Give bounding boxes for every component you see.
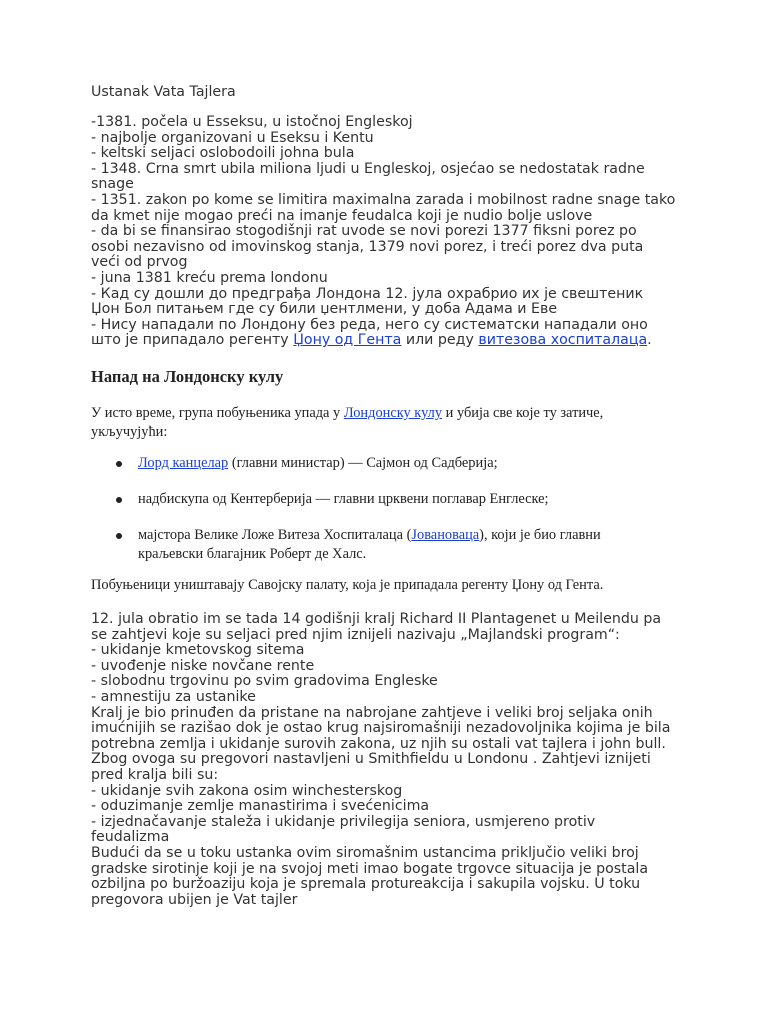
text-line: osobi nezavisno od imovinskog stanja, 1379 novi porez, i treći porez dva puta xyxy=(91,238,644,255)
text-line: - izjednačavanje staleža i ukidanje privilegija seniora, usmjereno protiv xyxy=(91,813,596,830)
text-line: 12. jula obratio im se tada 14 godišnji kralj Richard II Plantagenet u Meilendu pa xyxy=(91,611,662,627)
text-line: - keltski seljaci oslobodoili johna bula xyxy=(91,145,355,162)
text-line: -1381. počela u Esseksu, u istočnoj Engleskoj xyxy=(91,114,413,130)
bullet-list-item xyxy=(116,454,676,473)
text-line: se zahtjevi koje su seljaci pred njim iznijeli nazivaju „Majlandski program“: xyxy=(91,626,620,643)
text-line: Zbog ovoga su pregovori nastavljeni u Smithfieldu u Londonu . Zahtjevi iznijeti xyxy=(91,751,651,768)
bullet-list-item xyxy=(116,490,676,509)
text-line: Kralj je bio prinuđen da pristane na nabrojane zahtjeve i veliki broj seljaka onih xyxy=(91,704,653,721)
text-line: snage xyxy=(91,176,134,193)
link-hospitallers[interactable]: Јовановаца xyxy=(411,527,480,543)
text-line: Џон Бол питањем где су били џентлмени, у доба Адама и Еве xyxy=(91,301,558,318)
list-item: надбискупа од Кентерберија — главни црквени поглавар Енглеске; xyxy=(116,490,676,509)
bullet-icon xyxy=(116,533,122,539)
text-line: - 1348. Crna smrt ubila miliona ljudi u Engleskoj, osjećao se nedostatak radne xyxy=(91,160,645,177)
list-item: мајстора Велике Ложе Витеза Хоспиталаца (Јовановаца), који је био главни краљевски благајник Роберт де Халс. xyxy=(116,526,676,564)
text-line: - juna 1381 kreću prema londonu xyxy=(91,269,328,286)
link-tower-of-london[interactable]: Лондонску кулу xyxy=(343,405,443,421)
text-line: - amnestiju za ustanike xyxy=(91,688,256,705)
intro-list xyxy=(91,115,691,349)
text-line: pregovora ubijen je Vat tajler xyxy=(91,891,298,908)
link-john-of-gaunt[interactable]: Џону од Гента xyxy=(293,332,402,349)
link-knights-hospitaller[interactable]: витезова хоспиталаца xyxy=(478,332,648,349)
text-line: - najbolje organizovani u Eseksu i Kentu xyxy=(91,129,374,146)
text-line: - 1351. zakon po kome se limitira maximalna zarada i mobilnost radne snage tako xyxy=(91,191,676,208)
text-line: feudalizma xyxy=(91,829,170,846)
text-line: - Нису нападали по Лондону без реда, него су систематски нападали оно xyxy=(91,316,648,333)
text-line: - slobodnu trgovinu po svim gradovima Engleske xyxy=(91,673,438,690)
text-line: veći od prvog xyxy=(91,254,188,271)
text-line: - Кад су дошли до предграђа Лондона 12. јула охрабрио их је свештеник xyxy=(91,285,644,302)
bullet-icon xyxy=(116,461,122,467)
text-line: gradske sirotinje koji je na svojoj meti imao bogate trgovce situacija je postala xyxy=(91,860,649,877)
text-line: што је припадало регенту Џону од Гента или реду витезова хоспиталаца. xyxy=(91,332,652,349)
text-line: - ukidanje svih zakona osim winchesterskog xyxy=(91,782,403,799)
text-line: - da bi se finansirao stogodišnji rat uvode se novi porezi 1377 fiksni porez po xyxy=(91,223,637,240)
text-line: - uvođenje niske novčane rente xyxy=(91,657,315,674)
text-line: pred kralja bili su: xyxy=(91,766,219,783)
mile-end-section xyxy=(91,612,691,908)
paragraph-savoy: Побуњеници уништавају Савојску палату, која је припадала регенту Џону од Гента. xyxy=(91,577,604,593)
paragraph-tower: У исто време, група побуњеника упада у Лондонску кулу и убија све које ту затиче, укључујући: xyxy=(91,405,604,440)
bullet-icon xyxy=(116,497,122,503)
document-title: Ustanak Vata Tajlera xyxy=(91,84,236,100)
bullet-list-item xyxy=(116,526,676,564)
text-line: potrebna zemlja i ukidanje surovih zakona, uz njih su ostali vat tajlera i john bull. xyxy=(91,735,666,752)
section-heading: Напад на Лондонску кулу xyxy=(91,367,284,386)
text-line: - oduzimanje zemlje manastirima i svećenicima xyxy=(91,798,430,815)
link-lord-chancellor[interactable]: Лорд канцелар xyxy=(138,455,229,471)
text-line: Budući da se u toku ustanka ovim siromašnim ustancima priključio veliki broj xyxy=(91,844,639,861)
text-line: imućnijih se razišao dok je ostao krug najsiromašniji nezadovoljnika kojima je bila xyxy=(91,720,671,737)
text-line: ozbiljna po buržoaziju koja je spremala protureakcija i sakupila vojsku. U toku xyxy=(91,876,641,893)
text-line: da kmet nije mogao preći na imanje feudalca koji je nudio bolje uslove xyxy=(91,207,593,224)
list-item: Лорд канцелар (главни министар) — Сајмон од Садберија; xyxy=(116,454,676,473)
text-line: - ukidanje kmetovskog sitema xyxy=(91,642,305,659)
